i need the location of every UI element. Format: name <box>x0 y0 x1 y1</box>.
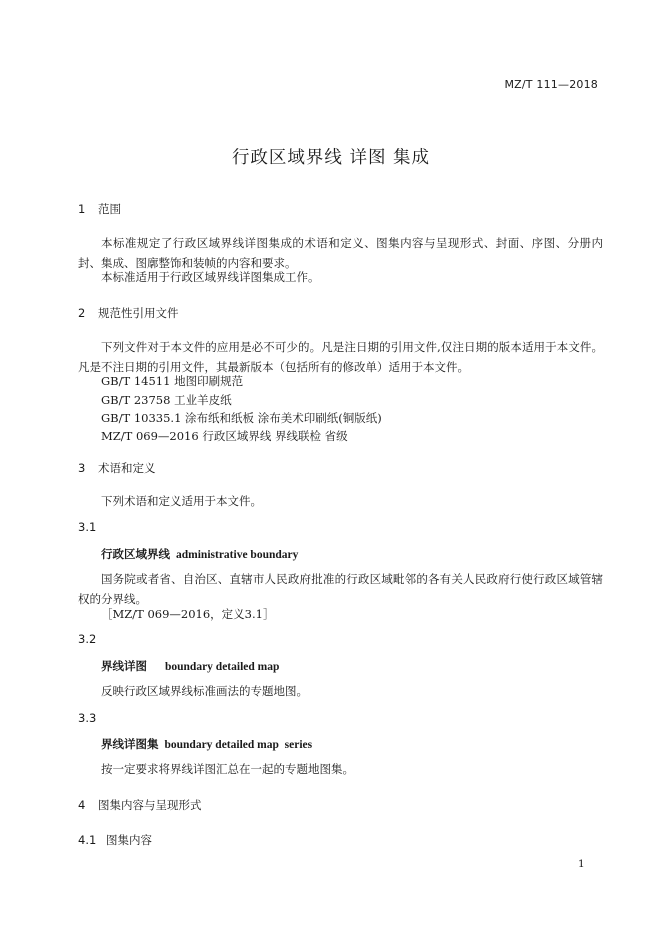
standard-code: MZ/T 111—2018 <box>504 78 598 91</box>
subsection-4-1-heading <box>78 832 152 848</box>
terms-intro: 下列术语和定义适用于本文件。 <box>101 494 262 508</box>
term-definition: 国务院或者省、自治区、直辖市人民政府批准的行政区域毗邻的各有关人民政府行使行政区域管辖权的分界线。 <box>78 572 603 606</box>
term-cn: 行政区域界线 <box>101 547 170 561</box>
scope-paragraph: 本标准规定了行政区域界线详图集成的术语和定义、图集内容与呈现形式、封面、序图、分册内封、集成、图廓整饰和装帧的内容和要求。 <box>78 236 603 270</box>
term-en: boundary detailed map <box>165 661 280 673</box>
subsection-title: 图集内容 <box>106 833 152 847</box>
section-title: 规范性引用文件 <box>98 306 179 320</box>
section-number: 3 <box>78 461 86 475</box>
section-title: 术语和定义 <box>98 461 156 475</box>
section-title: 图集内容与呈现形式 <box>98 798 202 812</box>
term-cn: 界线详图集 <box>101 737 159 751</box>
section-3-heading <box>78 460 156 476</box>
term-en: boundary detailed map series <box>164 739 313 751</box>
section-number: 4 <box>78 798 86 812</box>
term-source: ［MZ/T 069—2016，定义3.1］ <box>101 607 275 621</box>
reference-item: MZ/T 069—2016 行政区域界线 界线联检 省级 <box>101 429 348 443</box>
section-1-heading <box>78 201 121 217</box>
term-number: 3.3 <box>78 711 97 725</box>
section-number: 1 <box>78 202 86 216</box>
term-cn: 界线详图 <box>101 659 147 673</box>
section-title: 范围 <box>98 202 121 216</box>
reference-item: GB/T 10335.1 涂布纸和纸板 涂布美术印刷纸(铜版纸) <box>101 411 382 425</box>
term-definition: 按一定要求将界线详图汇总在一起的专题地图集。 <box>101 762 354 776</box>
section-number: 2 <box>78 306 86 320</box>
term-number: 3.2 <box>78 632 97 646</box>
reference-item: GB/T 14511 地图印刷规范 <box>101 374 244 388</box>
scope-applicability: 本标准适用于行政区域界线详图集成工作。 <box>101 270 320 284</box>
term-en: administrative boundary <box>176 549 299 561</box>
term-heading <box>101 658 279 674</box>
references-intro: 下列文件对于本文件的应用是必不可少的。凡是注日期的引用文件,仅注日期的版本适用于本文件。凡是不注日期的引用文件，其最新版本（包括所有的修改单）适用于本文件。 <box>78 340 603 374</box>
section-4-heading <box>78 797 202 813</box>
term-heading <box>101 736 312 752</box>
subsection-number: 4.1 <box>78 833 97 847</box>
reference-item: GB/T 23758 工业羊皮纸 <box>101 393 232 407</box>
page-number: 1 <box>578 858 585 870</box>
term-number: 3.1 <box>78 520 97 534</box>
term-definition: 反映行政区域界线标准画法的专题地图。 <box>101 684 308 698</box>
term-heading <box>101 546 298 562</box>
document-title: 行政区域界线 详图 集成 <box>231 148 431 168</box>
section-2-heading <box>78 305 179 321</box>
